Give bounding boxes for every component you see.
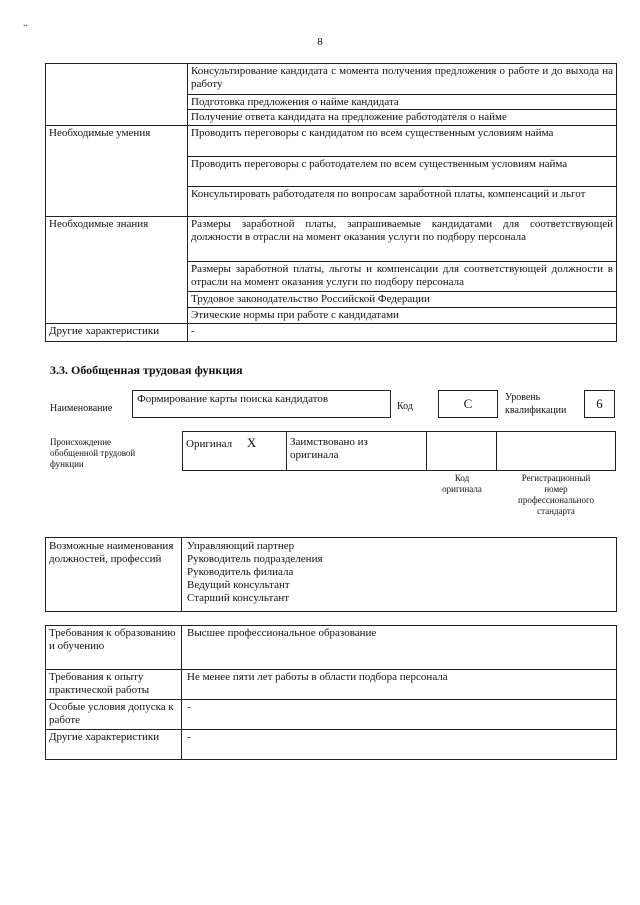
positions-table <box>45 537 617 612</box>
name-label: Наименование <box>50 403 113 414</box>
requirement-label: Требования к образованию и обучению <box>46 626 182 670</box>
function-name-value: Формирование карты поиска кандидатов <box>137 393 329 405</box>
requirements-table <box>45 625 617 760</box>
level-label <box>505 391 566 417</box>
table1-cell: Консультировать работодателя по вопросам заработной платы, компенсаций и льгот <box>188 187 617 217</box>
level-label-line: Уровень <box>505 392 541 403</box>
position-item: Управляющий партнер <box>187 540 295 552</box>
code-caption-line: оригинала <box>442 484 482 494</box>
position-item: Старший консультант <box>187 592 290 604</box>
positions-list <box>182 538 617 612</box>
requirement-label: Особые условия допуска к работе <box>46 700 182 730</box>
page-mark: .. <box>23 18 28 29</box>
origin-table <box>182 431 616 471</box>
function-name-box <box>132 390 391 418</box>
table1-cell: Проводить переговоры с кандидатом по всем существенным условиям найма <box>188 126 617 157</box>
table1-cell: Трудовое законодательство Российской Федерации <box>188 292 617 308</box>
labor-function-table <box>45 63 617 342</box>
borrowed-label-line: Заимствовано из <box>290 436 368 448</box>
origin-label-line: функции <box>50 459 84 469</box>
skills-label: Необходимые умения <box>46 126 188 217</box>
position-item: Руководитель филиала <box>187 566 294 578</box>
borrowed-cell <box>287 432 427 471</box>
registration-caption-line: стандарта <box>537 506 575 516</box>
registration-caption-line: номер <box>544 484 568 494</box>
registration-number-cell <box>497 432 616 471</box>
table1-cell: Консультирование кандидата с момента получения предложения о работе и до выхода на работу <box>188 64 617 95</box>
position-item: Руководитель подразделения <box>187 553 323 565</box>
table1-cell: Размеры заработной платы, запрашиваемые кандидатами для соответствующей должности в отрасли на момент оказания услуги по подбору персонала <box>188 217 617 262</box>
position-item: Ведущий консультант <box>187 579 290 591</box>
table1-label-cell <box>46 64 188 126</box>
table1-cell: - <box>188 324 617 342</box>
level-label-line: квалификации <box>505 405 567 416</box>
table1-cell: Подготовка предложения о найме кандидата <box>188 95 617 110</box>
origin-label-line: Происхождение <box>50 437 112 447</box>
borrowed-label-line: оригинала <box>290 449 339 461</box>
original-code-cell <box>427 432 497 471</box>
code-caption-line: Код <box>454 473 470 483</box>
requirement-label: Другие характеристики <box>46 730 182 760</box>
requirement-value: Не менее пяти лет работы в области подбора персонала <box>182 670 617 700</box>
page-number: 8 <box>317 36 323 48</box>
original-cell <box>183 432 287 471</box>
table1-cell: Проводить переговоры с работодателем по всем существенным условиям найма <box>188 157 617 187</box>
code-box <box>438 390 498 418</box>
code-caption <box>426 473 498 495</box>
code-label: Код <box>397 401 413 412</box>
requirement-value: - <box>182 700 617 730</box>
requirement-label: Требования к опыту практической работы <box>46 670 182 700</box>
origin-label <box>50 437 135 470</box>
level-box <box>584 390 615 418</box>
other-characteristics-label: Другие характеристики <box>46 324 188 342</box>
code-value: C <box>463 396 473 411</box>
registration-caption <box>496 473 616 517</box>
knowledge-label: Необходимые знания <box>46 217 188 324</box>
original-label: Оригинал <box>186 438 233 450</box>
requirement-value: Высшее профессиональное образование <box>182 626 617 670</box>
registration-caption-line: профессионального <box>518 495 594 505</box>
level-value: 6 <box>596 396 603 411</box>
original-checkmark: X <box>246 435 257 450</box>
table1-cell: Этические нормы при работе с кандидатами <box>188 308 617 324</box>
origin-label-line: обобщенной трудовой <box>50 448 136 458</box>
positions-label: Возможные наименования должностей, профессий <box>46 538 182 612</box>
section-title: 3.3. Обобщенная трудовая функция <box>50 363 243 377</box>
table1-cell: Размеры заработной платы, льготы и компенсации для соответствующей должности в отрасли на момент оказания услуги по подбору персонала <box>188 262 617 292</box>
table1-cell: Получение ответа кандидата на предложение работодателя о найме <box>188 110 617 126</box>
requirement-value: - <box>182 730 617 760</box>
registration-caption-line: Регистрационный <box>521 473 591 483</box>
